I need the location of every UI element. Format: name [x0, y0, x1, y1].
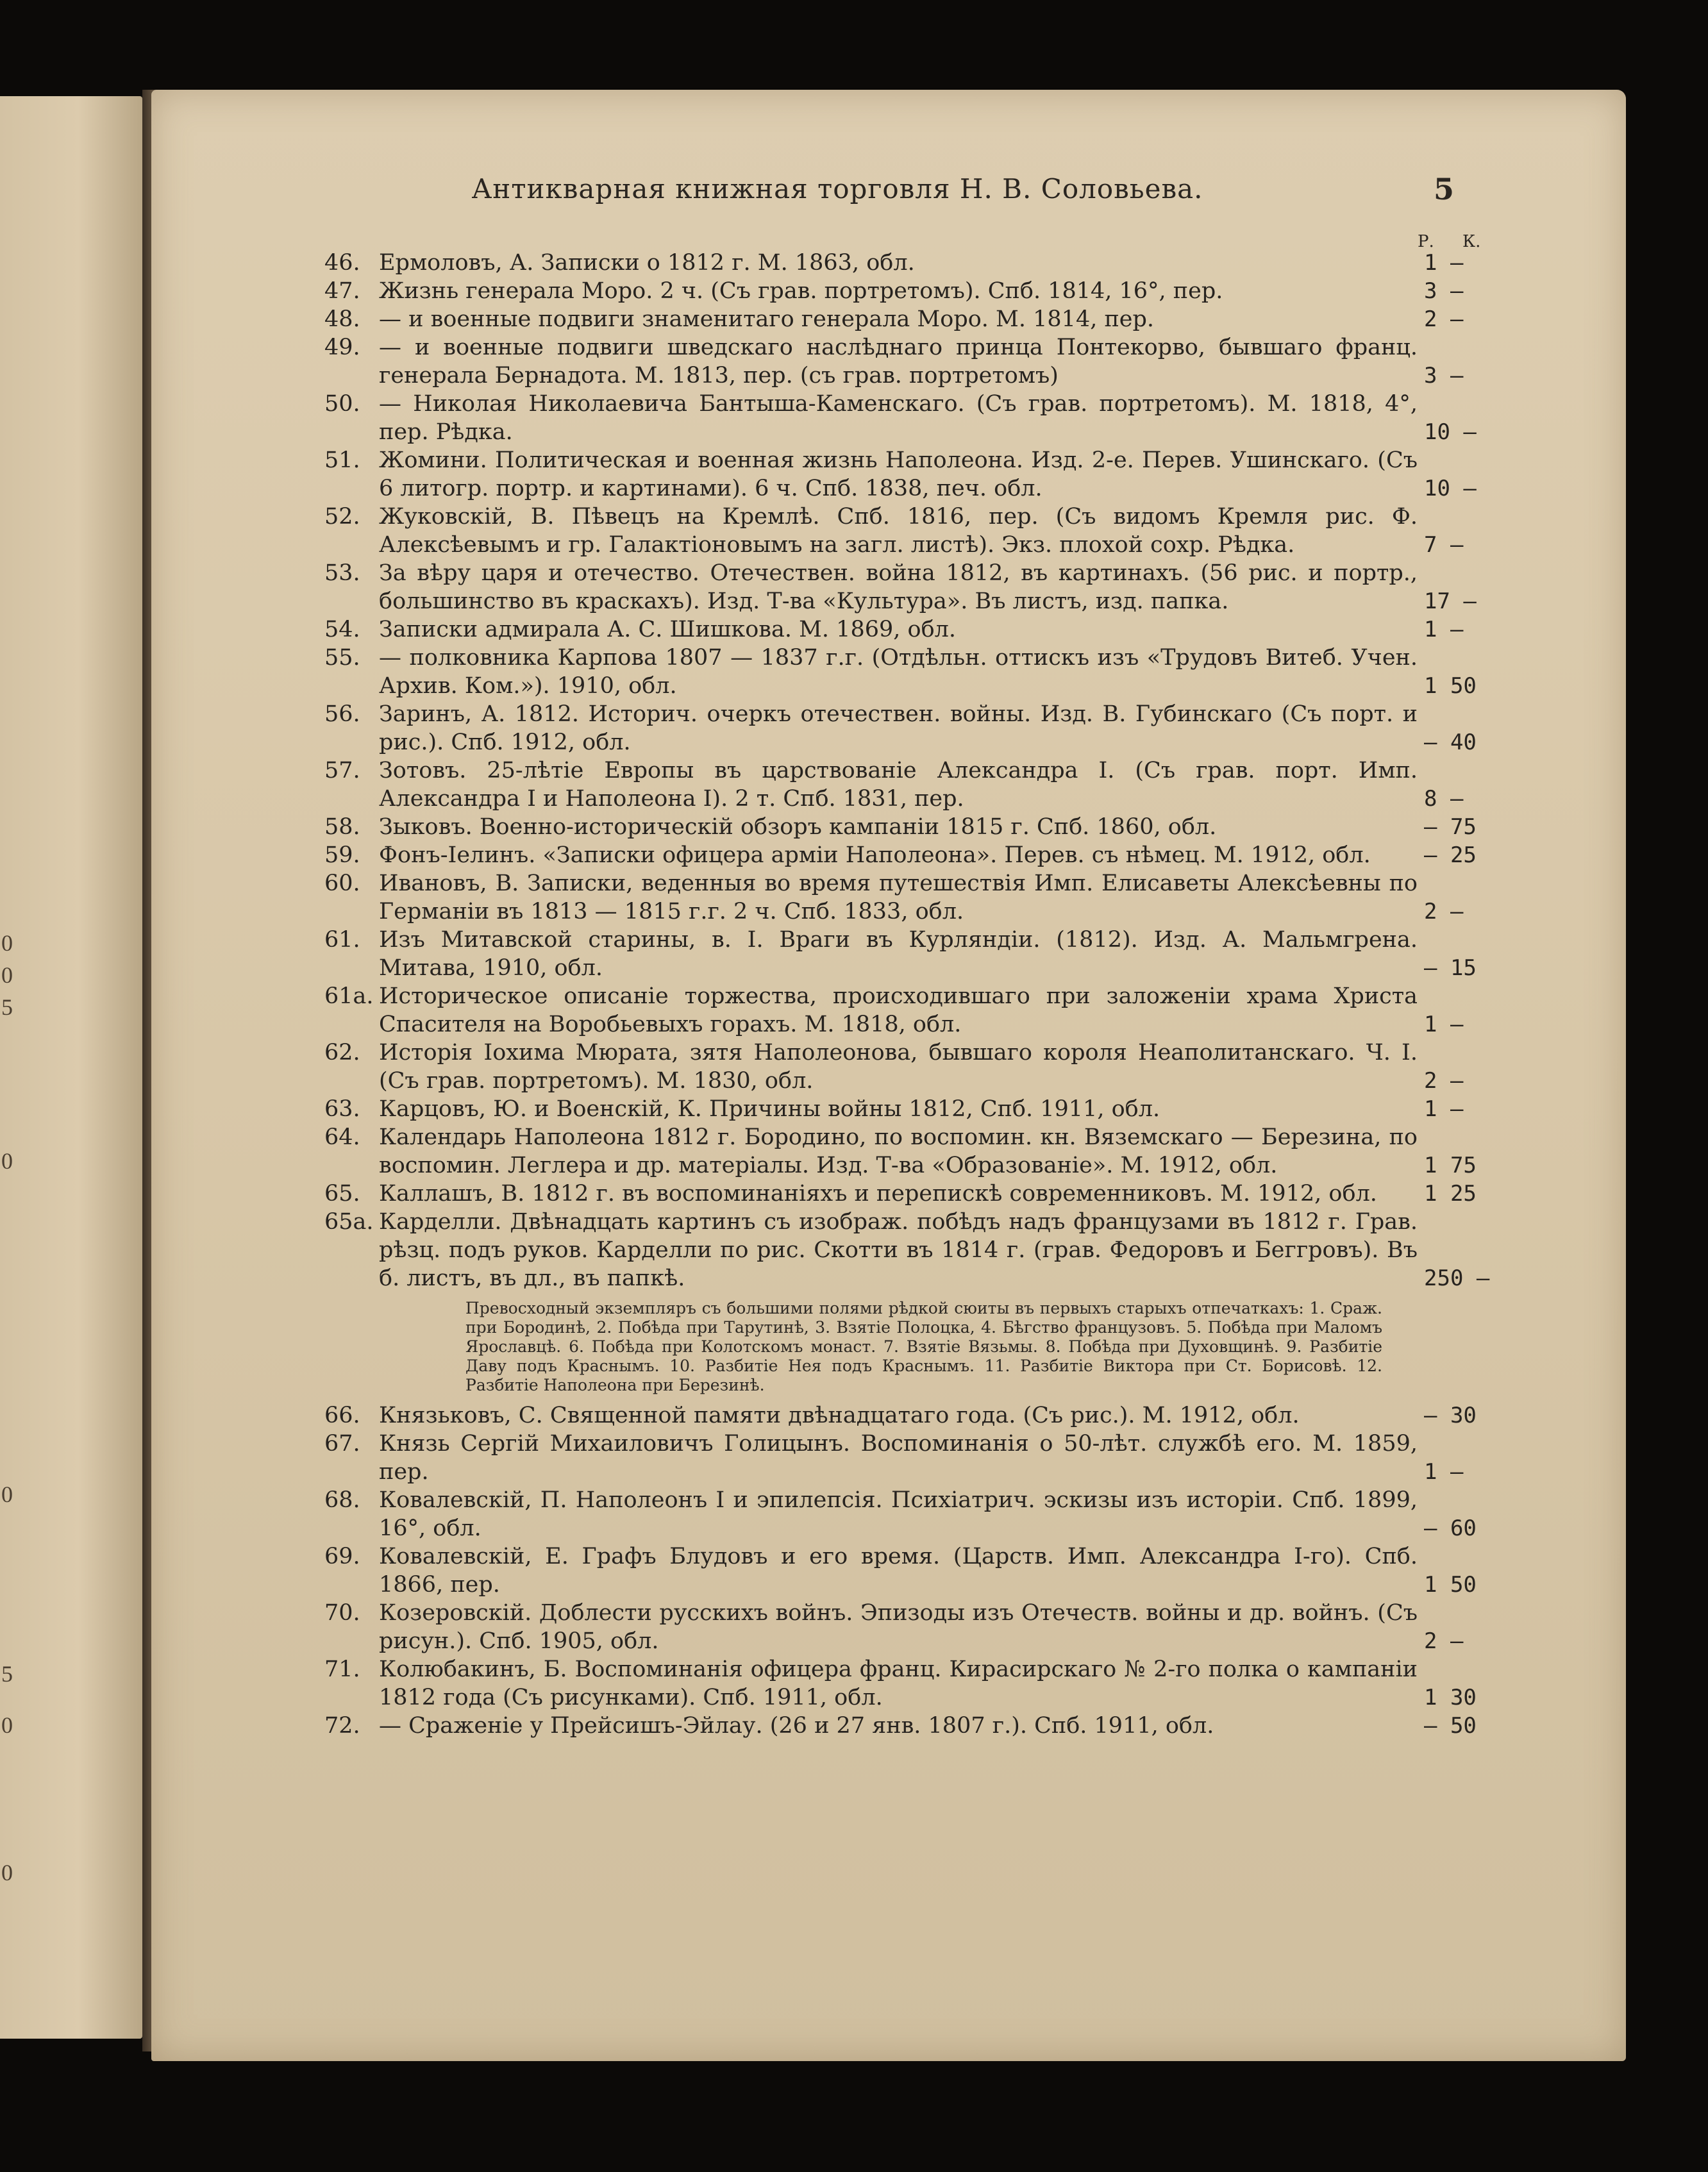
entry-price: — 60	[1424, 1516, 1477, 1541]
catalog-entry	[324, 1208, 1530, 1292]
entry-number: 54.	[324, 617, 360, 642]
left-margin-mark: 0	[1, 1482, 13, 1507]
entry-price: 1 30	[1424, 1685, 1477, 1710]
entry-number: 71.	[324, 1657, 360, 1682]
entry-price: 2 —	[1424, 1628, 1464, 1654]
entry-text: Каллашъ, В. 1812 г. въ воспоминаніяхъ и перепискѣ современниковъ. М. 1912, обл.	[379, 1181, 1377, 1207]
entry-text: Исторія Іохима Мюрата, зятя Наполеонова, бывшаго короля Неаполитанскаго. Ч. I. (Съ грав. портретомъ). М. 1830, обл.	[379, 1040, 1418, 1094]
entry-price: 8 —	[1424, 786, 1464, 812]
entry-price: 7 —	[1424, 532, 1464, 558]
entry-text: Заринъ, А. 1812. Историч. очеркъ отечествен. войны. Изд. В. Губинскаго (Съ порт. и рис.). Спб. 1912, обл.	[379, 701, 1418, 755]
catalog-entry	[324, 249, 1530, 277]
catalog-entry	[324, 644, 1530, 700]
catalog-entry	[324, 503, 1530, 559]
entry-price: — 75	[1424, 814, 1477, 840]
entry-number: 67.	[324, 1431, 360, 1457]
entry-text: Ермоловъ, А. Записки о 1812 г. М. 1863, обл.	[379, 250, 915, 276]
catalog-entry	[324, 615, 1530, 644]
entry-number: 51.	[324, 447, 360, 473]
entry-text: Жизнь генерала Моро. 2 ч. (Съ грав. портретомъ). Спб. 1814, 16°, пер.	[379, 278, 1223, 304]
entry-number: 63.	[324, 1096, 360, 1122]
entry-text: Записки адмирала А. С. Шишкова. М. 1869, обл.	[379, 617, 957, 642]
catalog-entry	[324, 1180, 1530, 1208]
left-margin-mark: 0	[1, 962, 13, 988]
entry-price: — 30	[1424, 1403, 1477, 1428]
entry-price: 1 —	[1424, 1012, 1464, 1037]
entry-text: — Сраженіе у Прейсишъ-Эйлау. (26 и 27 янв. 1807 г.). Спб. 1911, обл.	[379, 1713, 1214, 1739]
entry-text: Жомини. Политическая и военная жизнь Наполеона. Изд. 2-е. Перев. Ушинскаго. (Съ 6 литогр. портр. и картинами). 6 ч. Спб. 1838, печ. обл.	[379, 447, 1418, 501]
catalog-entry	[324, 1542, 1530, 1599]
entry-text: Козеровскій. Доблести русскихъ войнъ. Эпизоды изъ Отечеств. войны и др. войнъ. (Съ рисун.). Спб. 1905, обл.	[379, 1600, 1418, 1654]
catalog-entry	[324, 813, 1530, 841]
entry-number: 61а.	[324, 983, 374, 1009]
entry-number: 58.	[324, 814, 360, 840]
kopecks-column-label: К.	[1462, 232, 1481, 251]
entry-price: 2 —	[1424, 306, 1464, 332]
entry-text: Карцовъ, Ю. и Военскій, К. Причины войны 1812, Спб. 1911, обл.	[379, 1096, 1160, 1122]
entry-price: 1 —	[1424, 617, 1464, 642]
entry-number: 56.	[324, 701, 360, 727]
entry-text: За вѣру царя и отечество. Отечествен. война 1812, въ картинахъ. (56 рис. и портр., большинство въ краскахъ). Изд. Т-ва «Культура». Въ листъ, изд. папка.	[379, 560, 1418, 614]
entry-number: 48.	[324, 306, 360, 332]
catalog-entries	[324, 249, 1530, 1740]
entry-text: Князьковъ, С. Священной памяти двѣнадцатаго года. (Съ рис.). М. 1912, обл.	[379, 1403, 1300, 1428]
catalog-entry	[324, 1123, 1530, 1180]
catalog-entry	[324, 333, 1530, 390]
entry-price: 1 —	[1424, 250, 1464, 276]
entry-text: Фонъ-Іелинъ. «Записки офицера арміи Наполеона». Перев. съ нѣмец. М. 1912, обл.	[379, 842, 1371, 868]
entry-text: Зыковъ. Военно-историческій обзоръ кампаніи 1815 г. Спб. 1860, обл.	[379, 814, 1217, 840]
catalog-entry	[324, 926, 1530, 982]
catalog-entry	[324, 305, 1530, 333]
catalog-entry	[324, 277, 1530, 305]
entry-text: Карделли. Двѣнадцать картинъ съ изображ. побѣдъ надъ французами въ 1812 г. Грав. рѣзц. подъ руков. Карделли по рис. Скотти въ 1814 г. (грав. Федоровъ и Беггровъ). Въ б. листъ, въ дл., въ папкѣ.	[379, 1209, 1418, 1291]
entry-price: 1 50	[1424, 673, 1477, 699]
entry-text: — Николая Николаевича Бантыша-Каменскаго. (Съ грав. портретомъ). М. 1818, 4°, пер. Рѣдка.	[379, 391, 1418, 445]
catalog-entry	[324, 841, 1530, 869]
entry-text: Колюбакинъ, Б. Воспоминанія офицера франц. Кирасирскаго № 2-го полка о кампаніи 1812 года (Съ рисунками). Спб. 1911, обл.	[379, 1657, 1418, 1710]
entry-price: 1 50	[1424, 1572, 1477, 1598]
entry-number: 46.	[324, 250, 360, 276]
catalog-entry	[324, 1401, 1530, 1430]
catalog-page	[151, 90, 1626, 2061]
catalog-entry	[324, 1599, 1530, 1655]
entry-number: 53.	[324, 560, 360, 586]
catalog-entry	[324, 1486, 1530, 1542]
left-margin-mark: 0	[1, 1148, 13, 1174]
entry-price: 3 —	[1424, 278, 1464, 304]
running-header: Антикварная книжная торговля Н. В. Соловьева.	[471, 173, 1203, 205]
catalog-entry	[324, 1430, 1530, 1486]
entry-text: — полковника Карпова 1807 — 1837 г.г. (Отдѣльн. оттискъ изъ «Трудовъ Витеб. Учен. Архив. Ком.»). 1910, обл.	[379, 645, 1418, 699]
entry-text: Изъ Митавской старины, в. I. Враги въ Курляндіи. (1812). Изд. А. Мальмгрена. Митава, 1910, обл.	[379, 927, 1418, 981]
left-margin-mark: 0	[1, 930, 13, 956]
entry-footnote: Превосходный экземпляръ съ большими полями рѣдкой сюиты въ первыхъ старыхъ отпечаткахъ: 1. Сраж. при Бородинѣ, 2. Побѣда при Тарутинѣ, 3. Взятіе Полоцка, 4. Бѣгство французовъ. 5. Побѣда при Маломъ Ярославцѣ. 6. Побѣда при Колотскомъ монаст. 7. Взятіе Вязьмы. 8. Побѣда при Духовщинѣ. 9. Разбитіе Даву подъ Краснымъ. 10. Разбитіе Нея подъ Краснымъ. 11. Разбитіе Виктора при Ст. Борисовѣ. 12. Разбитіе Наполеона при Березинѣ.	[465, 1299, 1382, 1394]
catalog-entry	[324, 1655, 1530, 1712]
left-margin-mark: 0	[1, 1860, 13, 1885]
entry-text: Историческое описаніе торжества, происходившаго при заложеніи храма Христа Спасителя на Воробьевыхъ горахъ. М. 1818, обл.	[379, 983, 1418, 1037]
entry-number: 65а.	[324, 1209, 374, 1235]
entry-price: 2 —	[1424, 1068, 1464, 1094]
left-margin-mark: 0	[1, 1712, 13, 1738]
entry-number: 59.	[324, 842, 360, 868]
entry-price: 1 —	[1424, 1096, 1464, 1122]
entry-price: 1 —	[1424, 1459, 1464, 1485]
entry-text: Ковалевскій, Е. Графъ Блудовъ и его время. (Царств. Имп. Александра I-го). Спб. 1866, пер.	[379, 1544, 1418, 1598]
entry-number: 55.	[324, 645, 360, 671]
entry-number: 69.	[324, 1544, 360, 1569]
entry-price: 1 75	[1424, 1153, 1477, 1178]
catalog-entry	[324, 756, 1530, 813]
entry-number: 70.	[324, 1600, 360, 1626]
entry-number: 52.	[324, 504, 360, 530]
entry-number: 61.	[324, 927, 360, 953]
entry-text: Князь Сергій Михаиловичъ Голицынъ. Воспоминанія о 50-лѣт. службѣ его. М. 1859, пер.	[379, 1431, 1418, 1485]
entry-number: 60.	[324, 871, 360, 896]
entry-text: Зотовъ. 25-лѣтіе Европы въ царствованіе Александра I. (Съ грав. порт. Имп. Александра I и Наполеона I). 2 т. Спб. 1831, пер.	[379, 758, 1418, 812]
entry-price: 3 —	[1424, 363, 1464, 388]
left-margin-mark: 5	[1, 994, 13, 1020]
catalog-entry	[324, 1095, 1530, 1123]
entry-price: — 50	[1424, 1713, 1477, 1739]
entry-text: — и военные подвиги знаменитаго генерала Моро. М. 1814, пер.	[379, 306, 1155, 332]
catalog-entry	[324, 559, 1530, 615]
entry-number: 50.	[324, 391, 360, 417]
entry-number: 47.	[324, 278, 360, 304]
page-number: 5	[1434, 172, 1455, 206]
entry-text: Календарь Наполеона 1812 г. Бородино, по воспомин. кн. Вяземскаго — Березина, по воспомин. Леглера и др. матеріалы. Изд. Т-ва «Образованіе». М. 1912, обл.	[379, 1124, 1418, 1178]
catalog-entry	[324, 1712, 1530, 1740]
entry-number: 72.	[324, 1713, 360, 1739]
entry-price: 1 25	[1424, 1181, 1477, 1207]
entry-text: Жуковскій, В. Пѣвецъ на Кремлѣ. Спб. 1816, пер. (Съ видомъ Кремля рис. Ф. Алексѣевымъ и гр. Галактіоновымъ на загл. листѣ). Экз. плохой сохр. Рѣдка.	[379, 504, 1418, 558]
entry-price: 2 —	[1424, 899, 1464, 924]
entry-price: — 25	[1424, 842, 1477, 868]
catalog-entry	[324, 390, 1530, 446]
entry-price: 10 —	[1424, 476, 1477, 501]
entry-price: 250 —	[1424, 1266, 1490, 1291]
entry-text: — и военные подвиги шведскаго наслѣднаго принца Понтекорво, бывшаго франц. генерала Бернадота. М. 1813, пер. (съ грав. портретомъ)	[379, 335, 1418, 388]
entry-price: 17 —	[1424, 589, 1477, 614]
entry-number: 64.	[324, 1124, 360, 1150]
entry-number: 65.	[324, 1181, 360, 1207]
catalog-entry	[324, 1039, 1530, 1095]
catalog-entry	[324, 982, 1530, 1039]
entry-price: — 40	[1424, 730, 1477, 755]
entry-number: 66.	[324, 1403, 360, 1428]
left-margin-mark: 5	[1, 1661, 13, 1687]
entry-number: 68.	[324, 1487, 360, 1513]
catalog-entry	[324, 700, 1530, 756]
entry-text: Ивановъ, В. Записки, веденныя во время путешествія Имп. Елисаветы Алексѣевны по Германіи въ 1813 — 1815 г.г. 2 ч. Спб. 1833, обл.	[379, 871, 1418, 924]
entry-number: 57.	[324, 758, 360, 783]
catalog-entry	[324, 446, 1530, 503]
entry-number: 49.	[324, 335, 360, 360]
entry-price: 10 —	[1424, 419, 1477, 445]
entry-number: 62.	[324, 1040, 360, 1065]
catalog-entry	[324, 869, 1530, 926]
left-page-edge	[0, 96, 142, 2039]
rubles-column-label: Р.	[1418, 232, 1434, 251]
entry-text: Ковалевскій, П. Наполеонъ I и эпилепсія. Психіатрич. эскизы изъ исторіи. Спб. 1899, 16°, обл.	[379, 1487, 1418, 1541]
entry-price: — 15	[1424, 955, 1477, 981]
